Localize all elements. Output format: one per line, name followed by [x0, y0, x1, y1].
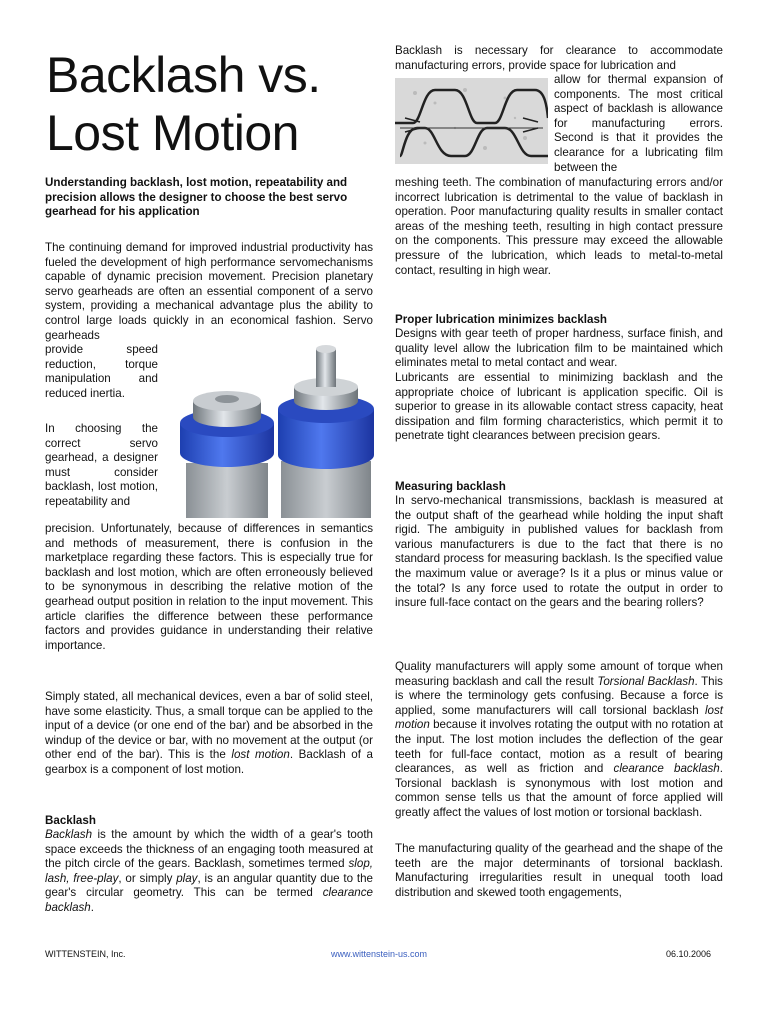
right-paragraph-5: Quality manufacturers will apply some amount of torque when measuring backlash and call the result Torsional Backlash. This is where the terminology gets confusing. Because a force is applied, some manufacturers will call torsional backlash lost motion because it involves rotating the output with no rotation at the input. The lost motion includes the deflection of the gear teeth for full-face contact, motion as a result of bearing clearances, as well as friction and clearance backlash. Torsional backlash is synonymous with lost motion and common sense tells us that the amount of force applied will greatly affect the values of lost motion or torsional backlash. [395, 660, 723, 819]
right-paragraph-1c: meshing teeth. The combination of manufacturing errors and/or incorrect lubrication is detrimental to the value of backlash in operation. Poor manufacturing quality results in smaller contact areas of the meshing teeth, resulting in high contact pressure on the components. This pressure may exceed the allowable pressure of the lubrication, which leads to metal-to-metal contact, resulting in high wear. [395, 176, 723, 277]
left-paragraph-2a: In choosing the correct servo gearhead, a designer must consider backlash, lost motion, repeatability and [45, 422, 158, 508]
left-paragraph-4: Backlash is the amount by which the width of a gear's tooth space exceeds the thickness of an engaging tooth measured at the pitch circle of the gears. Backlash, sometimes termed slop, lash, free-play, or simply play, is an angular quantity due to the gear's circular geometry. This can be termed clearance backlash. [45, 828, 374, 914]
left-paragraph-1a: The continuing demand for improved industrial productivity has fueled the development of high performance servomechanisms capable of dynamic precision movement. Precision planetary servo gearheads are often an essential component of a servo system, providing a mechanical advantage plus the ability to control large loads quickly in an economical fashion. Servo gearheads [45, 241, 373, 342]
title-line-2: Lost Motion [46, 105, 299, 161]
term-torsional-backlash: Torsional Backlash [597, 674, 695, 688]
left-paragraph-3: Simply stated, all mechanical devices, even a bar of solid steel, have some elasticity. Thus, a small torque can be applied to the input of a device (or one end of the bar) and be absorbed in the windup of the device or bar, with no movement at the output (or other end of the bar). This is the lost motion. Backlash of a gearbox is a component of lost motion. [45, 690, 374, 776]
footer-date: 06.10.2006 [666, 949, 712, 959]
gear-mesh-diagram [395, 78, 548, 164]
right-paragraph-1b: allow for thermal expansion of components. The most critical aspect of backlash is allowance for manufacturing errors. Second is that it provides the clearance for a lubricating film between the [554, 73, 723, 174]
right-paragraph-6: The manufacturing quality of the gearhead and the shape of the teeth are the major determinants of torsional backlash. Manufacturing irregularities result in unequal tooth load distribution and skewed tooth engagements, [395, 842, 723, 899]
heading-proper-lubrication: Proper lubrication minimizes backlash [395, 313, 607, 326]
gearhead-photo [176, 343, 374, 520]
right-paragraph-4: In servo-mechanical transmissions, backlash is measured at the output shaft of the gearhead while holding the input shaft rigid. The ambiguity in published values for backlash from various manufacturers is due to the fact that there is no standard process for measuring backlash. Is the specified value the maximum value or average? Is it a plus or minus value or the total? Is any force used to rotate the output in order to insure full-face contact on the gears and the bearing rollers? [395, 494, 723, 610]
footer-company: WITTENSTEIN, Inc. [45, 949, 126, 959]
right-paragraph-3: Lubricants are essential to minimizing backlash and the appropriate choice of lubricant is application specific. Oil is superior to grease in its allowable contact stress capacity, heat dissipation and film forming characteristics, which permit it to penetrate tight clearances between precision gears. [395, 371, 723, 443]
right-paragraph-2: Designs with gear teeth of proper hardness, surface finish, and quality level allow the lubrication film to be maintained which eliminates metal to metal contact and wear. [395, 327, 723, 370]
term-lost-motion-2: lost motion [395, 703, 723, 732]
lead-paragraph: Understanding backlash, lost motion, repeatability and precision allows the designer to choose the best servo gearhead for his application [45, 176, 348, 219]
heading-backlash: Backlash [45, 814, 96, 827]
left-paragraph-1b: provide speed reduction, torque manipulation and reduced inertia. [45, 343, 158, 400]
page-title [46, 46, 321, 162]
left-paragraph-2b: precision. Unfortunately, because of differences in semantics and methods of measurement, there is confusion in the marketplace regarding these factors. This is especially true for backlash and lost motion, which are often erroneously believed to be synonymous in describing the relative motion of the gearhead output position in relation to the input movement. This article clarifies the difference between these performance factors and provides guidance in understanding their relative importance. [45, 522, 373, 652]
right-paragraph-1a: Backlash is necessary for clearance to accommodate manufacturing errors, provide space for lubrication and [395, 44, 723, 72]
title-line-1: Backlash vs. [46, 47, 321, 103]
heading-measuring-backlash: Measuring backlash [395, 480, 506, 493]
term-lost-motion: lost motion [231, 748, 290, 762]
footer-url-link[interactable]: www.wittenstein-us.com [331, 949, 428, 959]
term-clearance-backlash: clearance backlash [613, 762, 720, 776]
